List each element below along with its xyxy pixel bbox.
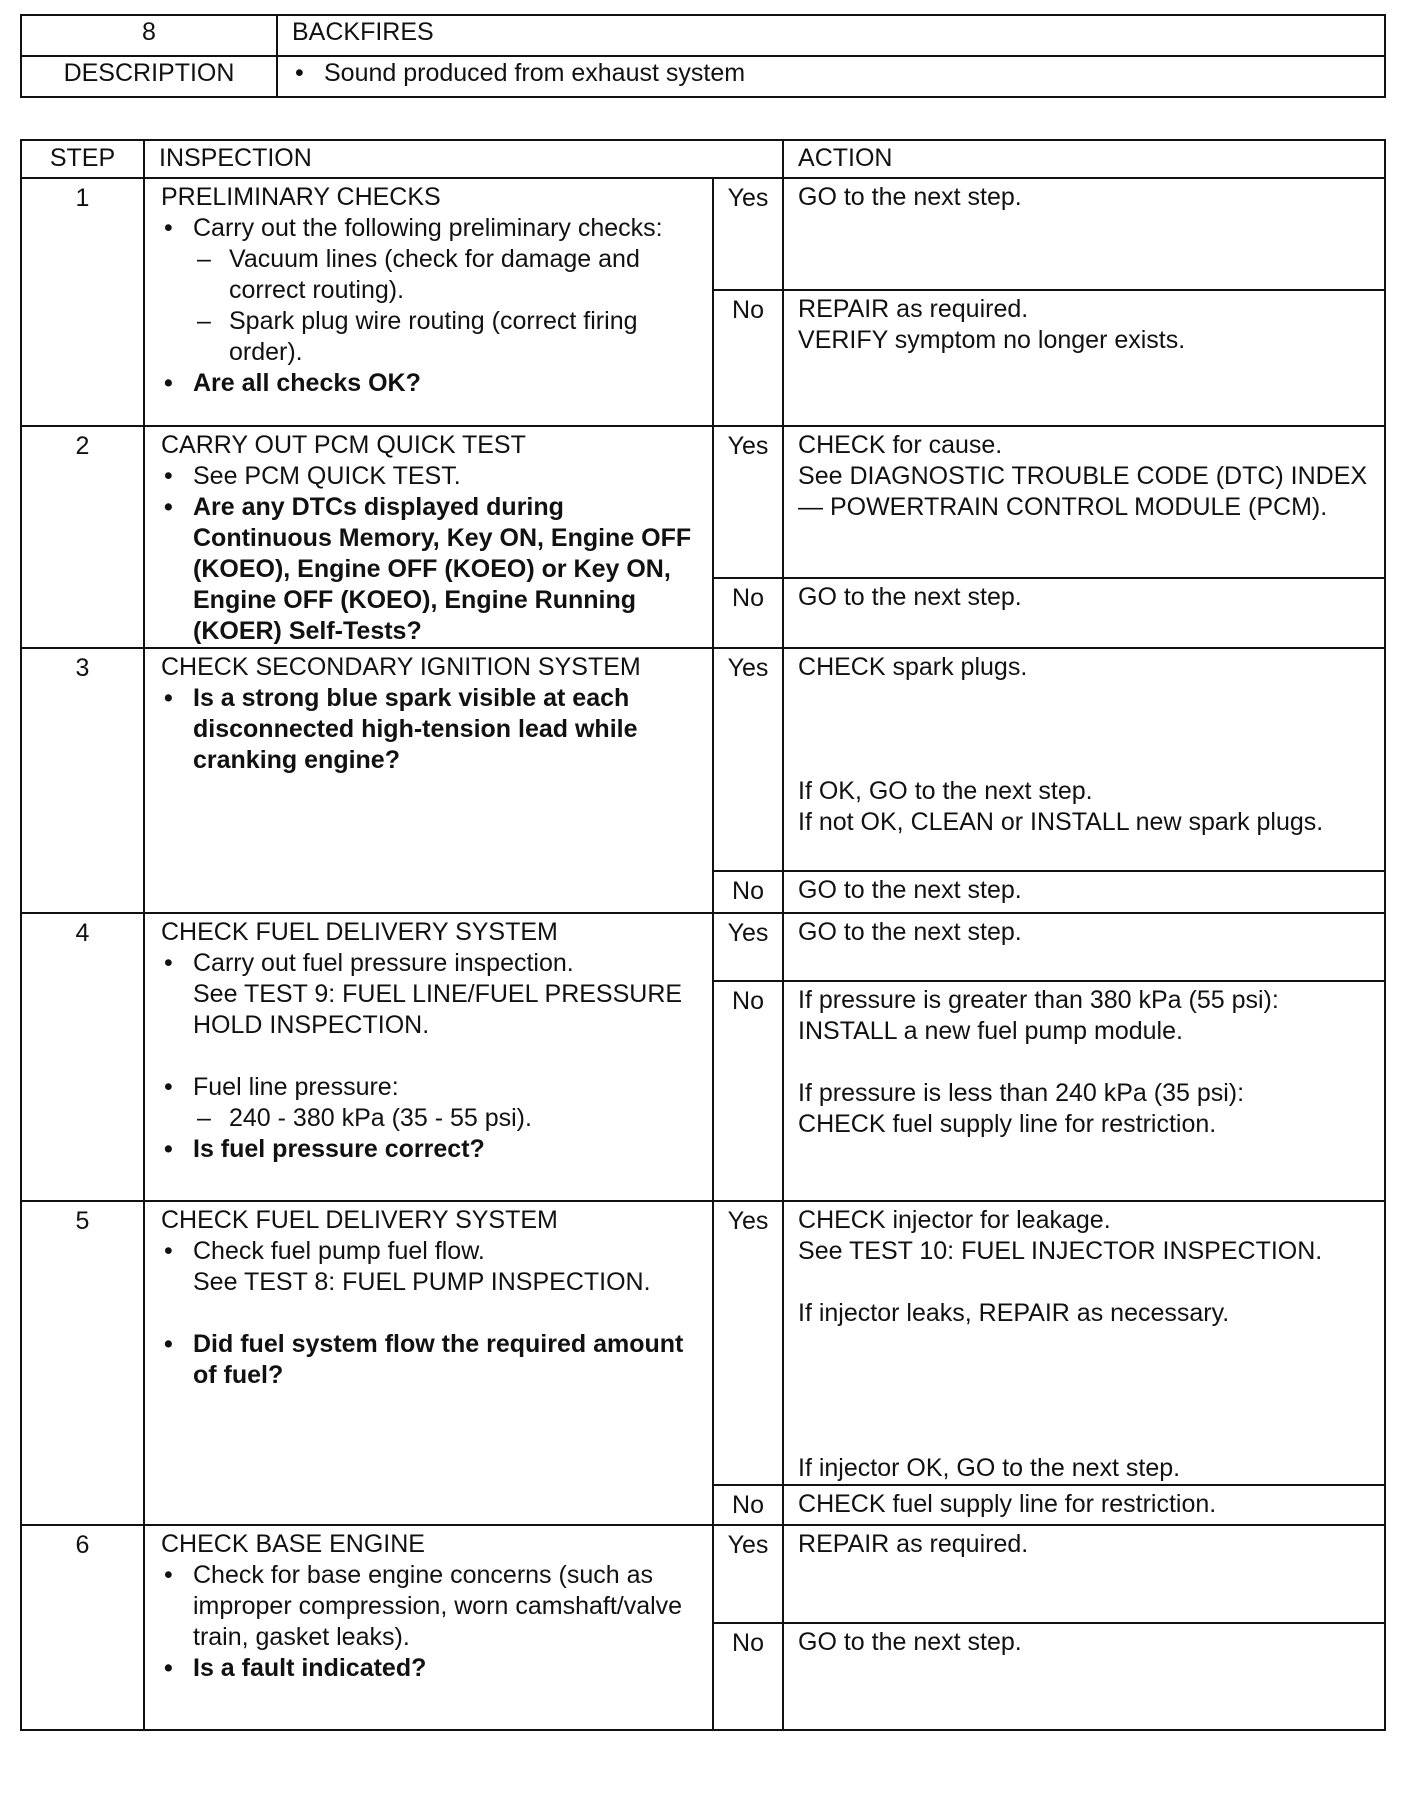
no-action: GO to the next step. (783, 578, 1385, 648)
bullet-reference: See TEST 8: FUEL PUMP INSPECTION. (193, 1268, 651, 1296)
dash-item: – Spark plug wire routing (correct firing order). (161, 306, 702, 368)
table-header-row (21, 140, 1385, 178)
no-action (783, 981, 1385, 1201)
step-number: 3 (21, 648, 144, 913)
action-line: CHECK spark plugs. (798, 653, 1028, 681)
bullet-item: • Carry out the following preliminary checks: (161, 213, 702, 244)
yes-action (783, 648, 1385, 871)
spacer (798, 1047, 1374, 1078)
yes-label: Yes (713, 648, 783, 871)
description-cell (277, 56, 1385, 97)
step-title: PRELIMINARY CHECKS (161, 183, 441, 211)
description-text: • Sound produced from exhaust system (292, 58, 1370, 89)
step-3-yes-row (21, 648, 1385, 871)
bullet-item: • See PCM QUICK TEST. (161, 461, 702, 492)
no-label: No (713, 290, 783, 426)
symptom-header-table (20, 14, 1386, 98)
yes-label: Yes (713, 178, 783, 290)
step-1-inspection (144, 178, 713, 426)
spacer (798, 714, 1374, 745)
step-number: 1 (21, 178, 144, 426)
step-question: • Did fuel system flow the required amount of fuel? (161, 1329, 702, 1391)
step-5-yes-row (21, 1201, 1385, 1485)
action-line: REPAIR as required. (798, 295, 1029, 323)
step-4-inspection (144, 913, 713, 1201)
action-line: CHECK fuel supply line for restriction. (798, 1110, 1217, 1138)
no-action (783, 290, 1385, 426)
action-column-header: ACTION (783, 140, 1385, 178)
symptom-number: 8 (21, 15, 277, 56)
step-6-yes-row (21, 1525, 1385, 1623)
step-1-yes-row (21, 178, 1385, 290)
action-line: If OK, GO to the next step. (798, 777, 1093, 805)
description-label: DESCRIPTION (21, 56, 277, 97)
no-action: GO to the next step. (783, 871, 1385, 913)
step-title: CHECK FUEL DELIVERY SYSTEM (161, 1206, 558, 1234)
step-title: CHECK FUEL DELIVERY SYSTEM (161, 918, 558, 946)
no-label: No (713, 1623, 783, 1730)
step-3-inspection (144, 648, 713, 913)
yes-action: REPAIR as required. (783, 1525, 1385, 1623)
step-title: CARRY OUT PCM QUICK TEST (161, 431, 526, 459)
step-question: • Are any DTCs displayed during Continuous Memory, Key ON, Engine OFF (KOEO), Engine OFF (KOEO) or Key ON, Engine OFF (KOEO), Engine Running (KOER) Self-Tests? (161, 492, 702, 647)
yes-action (783, 1201, 1385, 1485)
yes-action: GO to the next step. (783, 178, 1385, 290)
action-line: CHECK for cause. (798, 431, 1003, 459)
no-label: No (713, 981, 783, 1201)
step-5-inspection (144, 1201, 713, 1525)
action-line: If pressure is less than 240 kPa (35 psi): (798, 1079, 1245, 1107)
step-2-yes-row (21, 426, 1385, 578)
symptom-title: BACKFIRES (277, 15, 1385, 56)
step-number: 5 (21, 1201, 144, 1525)
dash-item: – Vacuum lines (check for damage and correct routing). (161, 244, 702, 306)
action-line: If injector OK, GO to the next step. (798, 1454, 1181, 1482)
step-number: 2 (21, 426, 144, 648)
action-line: INSTALL a new fuel pump module. (798, 1017, 1183, 1045)
step-title: CHECK BASE ENGINE (161, 1530, 425, 1558)
action-line: See TEST 10: FUEL INJECTOR INSPECTION. (798, 1237, 1323, 1265)
yes-action: GO to the next step. (783, 913, 1385, 981)
action-line: CHECK injector for leakage. (798, 1206, 1111, 1234)
spacer (798, 1422, 1374, 1453)
spacer (798, 745, 1374, 776)
spacer (798, 683, 1374, 714)
bullet-reference: See TEST 9: FUEL LINE/FUEL PRESSURE HOLD INSPECTION. (193, 980, 683, 1039)
step-question: • Is a strong blue spark visible at each disconnected high-tension lead while cranking engine? (161, 683, 702, 776)
no-label: No (713, 1485, 783, 1525)
step-4-yes-row (21, 913, 1385, 981)
bullet-item: • Check fuel pump fuel flow. (161, 1236, 702, 1267)
action-line: If not OK, CLEAN or INSTALL new spark plugs. (798, 808, 1324, 836)
spacer (161, 1041, 702, 1072)
action-line: If pressure is greater than 380 kPa (55 psi): (798, 986, 1279, 1014)
step-number: 4 (21, 913, 144, 1201)
no-action: GO to the next step. (783, 1623, 1385, 1730)
step-number: 6 (21, 1525, 144, 1730)
bullet-item: • Carry out fuel pressure inspection. (161, 948, 702, 979)
spacer (798, 1360, 1374, 1391)
bullet-item: • Check for base engine concerns (such as improper compression, worn camshaft/valve train, gasket leaks). (161, 1560, 702, 1653)
step-title: CHECK SECONDARY IGNITION SYSTEM (161, 653, 641, 681)
spacer (798, 1391, 1374, 1422)
step-column-header: STEP (21, 140, 144, 178)
yes-label: Yes (713, 1525, 783, 1623)
yes-label: Yes (713, 913, 783, 981)
bullet-item: • Fuel line pressure: (161, 1072, 702, 1103)
spacer (798, 1267, 1374, 1298)
yes-label: Yes (713, 426, 783, 578)
step-6-inspection (144, 1525, 713, 1730)
step-question: • Is a fault indicated? (161, 1653, 702, 1684)
spacer (798, 1329, 1374, 1360)
diagnostic-table (20, 139, 1386, 1731)
spacer (161, 1298, 702, 1329)
yes-label: Yes (713, 1201, 783, 1485)
no-action: CHECK fuel supply line for restriction. (783, 1485, 1385, 1525)
action-line: If injector leaks, REPAIR as necessary. (798, 1299, 1230, 1327)
step-question: • Is fuel pressure correct? (161, 1134, 702, 1165)
no-label: No (713, 871, 783, 913)
dash-item: – 240 - 380 kPa (35 - 55 psi). (161, 1103, 702, 1134)
inspection-column-header: INSPECTION (144, 140, 783, 178)
step-question: • Are all checks OK? (161, 368, 702, 399)
yes-action (783, 426, 1385, 578)
no-label: No (713, 578, 783, 648)
action-line: See DIAGNOSTIC TROUBLE CODE (DTC) INDEX — POWERTRAIN CONTROL MODULE (PCM). (798, 462, 1368, 521)
action-line: VERIFY symptom no longer exists. (798, 326, 1186, 354)
step-2-inspection (144, 426, 713, 648)
